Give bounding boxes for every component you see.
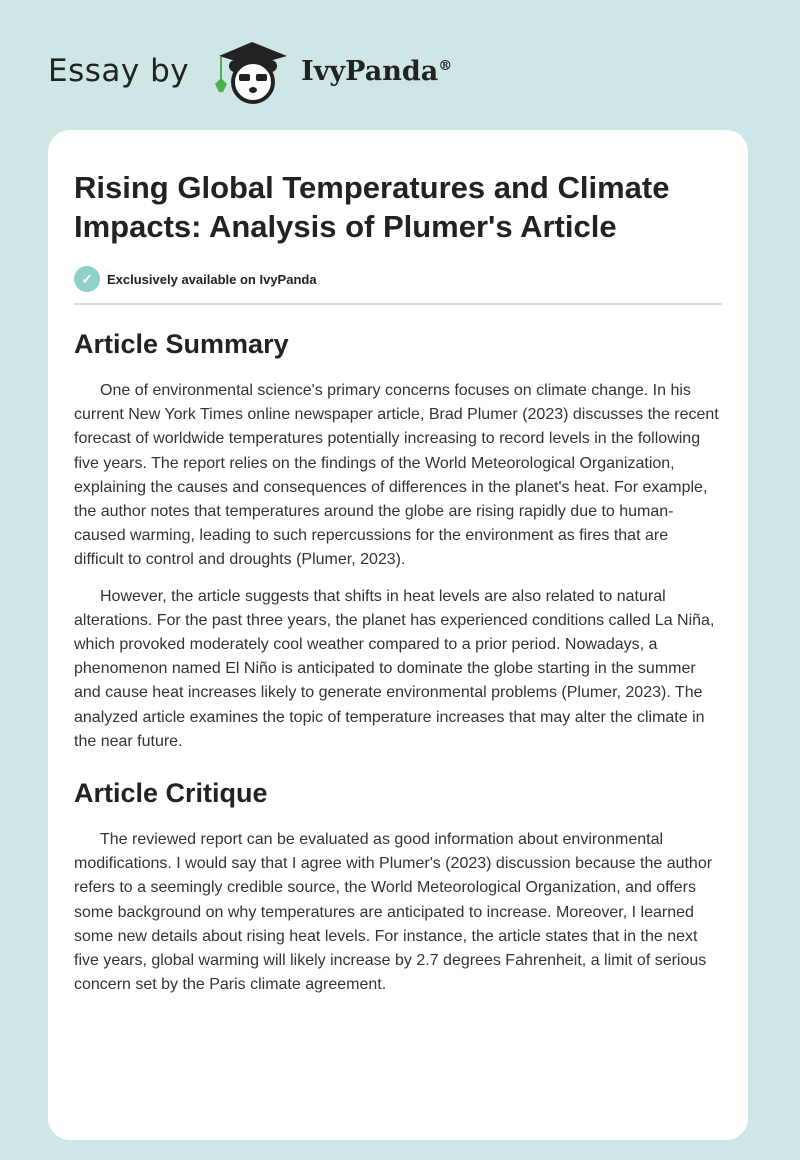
- panda-logo-icon: [207, 36, 297, 106]
- check-icon: ✓: [74, 266, 100, 292]
- essay-by-label: Essay by: [48, 53, 190, 89]
- paragraph: However, the article suggests that shifts in heat levels are also related to natural alterations. For the past three years, the planet has experienced conditions called La Niña, which provoked moderately cool weather compared to a prior period. Nowadays, a phenomenon named El Niño is anticipated to dominate the globe starting in the summer and cause heat increases likely to generate environmental problems (Plumer, 2023). The analyzed article examines the topic of temperature increases that may alter the climate in the near future.: [74, 587, 715, 750]
- ivypanda-logo[interactable]: [48, 36, 452, 106]
- paragraph: One of environmental science's primary concerns focuses on climate change. In his current New York Times online newspaper article, Brad Plumer (2023) discusses the recent forecast of worldwide temperatures potentially increasing to record levels in the following five years. The report relies on the findings of the World Meteorological Organization, explaining the causes and consequences of differences in the planet's heat. For example, the author notes that temperatures around the globe are rising rapidly due to human-caused warming, leading to such repercussions for the environment as fires that are difficult to control and droughts (Plumer, 2023).: [74, 382, 719, 569]
- section-heading: Article Summary: [74, 329, 289, 359]
- divider: [74, 303, 722, 305]
- section-heading: Article Critique: [74, 778, 268, 809]
- page-title: Rising Global Temperatures and Climate Impacts: Analysis of Plumer's Article: [74, 170, 670, 244]
- paragraph: The reviewed report can be evaluated as good information about environmental modifications. I would say that I agree with Plumer's (2023) discussion because the author refers to a seemingly credible source, the World Meteorological Organization, and offers some background on why temperatures are anticipated to increase. Moreover, I learned some new details about rising heat levels. For instance, the article states that in the next five years, global warming will likely increase by 2.7 degrees Fahrenheit, a limit of serious concern set by the Paris climate agreement.: [74, 831, 713, 994]
- essay-card: [48, 130, 748, 1140]
- brand-name: IvyPanda®: [301, 55, 453, 87]
- exclusive-label: Exclusively available on IvyPanda: [107, 271, 317, 287]
- exclusive-badge: [74, 266, 722, 292]
